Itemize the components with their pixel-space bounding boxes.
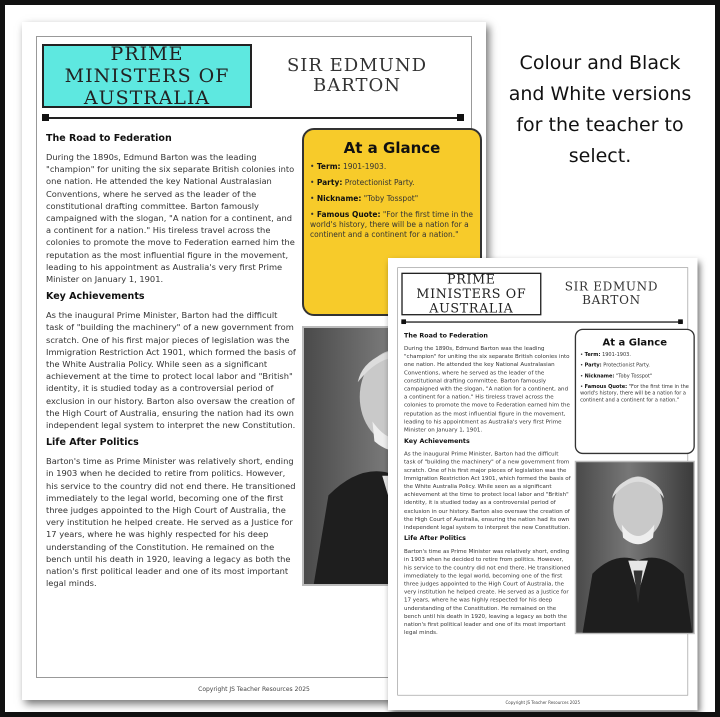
text-column bbox=[404, 329, 571, 640]
glance-value: "For the first time in the world's history, there will be a nation for a continent and a continent for a nation." bbox=[310, 210, 474, 239]
glance-label: Nickname: bbox=[316, 194, 362, 203]
section-body: As the inaugural Prime Minister, Barton had the difficult task of "building the machinery" of a new government from scratch. One of his first major pieces of legislation was the Immigration Restriction Act 1901, which formed the basis of the White Australia Policy. While seen as a significant achievement at the time to protect local labor and "British" identity, it is studied today as a controversial period of exclusion in our history. Barton also oversaw the creation of the High Court of Australia, ensuring the nation had its own independent legal system to interpret the new Constitution. bbox=[46, 310, 296, 431]
glance-label: Term: bbox=[316, 162, 341, 171]
series-title: PRIME MINISTERS OF AUSTRALIA bbox=[401, 273, 541, 316]
portrait-photo bbox=[575, 461, 695, 634]
pm-name: SIR EDMUND BARTON bbox=[286, 55, 428, 96]
glance-item-nickname: • Nickname: "Toby Tosspot" bbox=[310, 194, 419, 203]
glance-value: Protectionist Party. bbox=[344, 178, 415, 187]
divider-line bbox=[42, 117, 464, 119]
glance-value: Protectionist Party. bbox=[603, 362, 650, 369]
section-heading: Life After Politics bbox=[46, 437, 139, 449]
section-heading: Life After Politics bbox=[404, 534, 466, 543]
section-body: During the 1890s, Edmund Barton was the leading "champion" for uniting the six separate British colonies into one nation. He attended the key National Australasian Conventions, where he served as the leader of the constitutional drafting committee. Barton famously campaigned with the slogan, "A nation for a continent, and a continent for a nation." His tireless travel across the colonies to promote the move to Federation earned him the reputation as the most influential figure in the movement, leading to his appointment as Australia's very first Prime Minister on January 1, 1901. bbox=[46, 152, 295, 285]
glance-label: Party: bbox=[316, 178, 343, 187]
section-body: As the inaugural Prime Minister, Barton had the difficult task of "building the machinery" of a new government from scratch. One of his first major pieces of legislation was the Immigration Restriction Act 1901, which formed the basis of the White Australia Policy. While seen as a significant achievement at the time to protect local labor and "British" identity, it is studied today as a controversial period of exclusion in our history. Barton also oversaw the creation of the High Court of Australia, ensuring the nation had its own independent legal system to interpret the new Constitution. bbox=[404, 450, 571, 531]
pm-name: SIR EDMUND BARTON bbox=[564, 280, 659, 308]
series-title: PRIME MINISTERS OF AUSTRALIA bbox=[42, 44, 252, 108]
glance-label: Term: bbox=[584, 351, 601, 358]
section-body: Barton's time as Prime Minister was relatively short, ending in 1903 when he decided to retire from politics. However, his service to the country did not end there. He transitioned immediately to the legal world, becoming one of the first three judges appointed to the High Court of Australia, the very institution he helped create. He served as a Justice for 17 years, where he was highly respected for his deep understanding of the Constitution. He remained on the bench until his death in 1920, leaving a legacy as both the nation's first political leader and one of its most important legal minds. bbox=[404, 547, 571, 636]
content bbox=[404, 329, 697, 640]
text-column bbox=[46, 128, 296, 595]
copyright: Copyright JS Teacher Resources 2025 bbox=[198, 686, 310, 693]
glance-label: Famous Quote: bbox=[584, 383, 628, 390]
glance-title: At a Glance bbox=[602, 336, 668, 349]
glance-item-nickname: • Nickname: "Toby Tosspot" bbox=[580, 372, 653, 379]
section-body: Barton's time as Prime Minister was relatively short, ending in 1903 when he decided to retire from politics. However, his service to the country did not end there. He transitioned immediately to the legal world, becoming one of the first three judges appointed to the High Court of Australia, the very institution he helped create. He served as a Justice for 17 years, where he was highly respected for his deep understanding of the Constitution. He remained on the bench until his death in 1920, leaving a legacy as both the nation's first political leader and one of its most important legal minds. bbox=[46, 456, 296, 589]
promo-text: Colour and Black and White versions for the teacher to select. bbox=[508, 52, 692, 167]
black-white-version-page bbox=[388, 258, 697, 710]
glance-item-party: • Party: Protectionist Party. bbox=[580, 362, 650, 369]
glance-value: "For the first time in the world's history, there will be a nation for a continent and a continent for a nation." bbox=[580, 383, 689, 403]
glance-label: Famous Quote: bbox=[316, 210, 381, 219]
side-column bbox=[575, 329, 695, 640]
glance-item-quote: • Famous Quote: "For the first time in the world's history, there will be a nation for a continent and a continent for a nation." bbox=[580, 383, 689, 403]
glance-title: At a Glance bbox=[343, 139, 441, 157]
glance-label: Party: bbox=[584, 362, 602, 369]
glance-item-term: • Term: 1901-1903. bbox=[580, 351, 631, 358]
section-heading: Key Achievements bbox=[46, 291, 145, 303]
glance-label: Nickname: bbox=[584, 372, 615, 379]
section-heading: The Road to Federation bbox=[46, 133, 172, 144]
section-heading: Key Achievements bbox=[404, 437, 470, 445]
section-body: During the 1890s, Edmund Barton was the leading "champion" for uniting the six separate British colonies into one nation. He attended the key National Australasian Conventions, where he served as the leader of the constitutional drafting committee. Barton famously campaigned with the slogan, "A nation for a continent, and a continent for a nation." His tireless travel across the colonies to promote the move to Federation earned him the reputation as the most influential figure in the movement, leading to his appointment as Australia's very first Prime Minister on January 1, 1901. bbox=[404, 344, 570, 433]
glance-item-term: • Term: 1901-1903. bbox=[310, 162, 387, 171]
at-a-glance-box bbox=[575, 329, 695, 454]
glance-item-quote: • Famous Quote: "For the first time in the world's history, there will be a nation for a continent and a continent for a nation." bbox=[310, 210, 474, 239]
glance-value: 1901-1903. bbox=[342, 162, 387, 171]
divider-line bbox=[401, 321, 682, 322]
glance-item-party: • Party: Protectionist Party. bbox=[310, 178, 415, 187]
section-heading: The Road to Federation bbox=[404, 332, 488, 340]
glance-value: 1901-1903. bbox=[602, 351, 631, 358]
copyright: Copyright JS Teacher Resources 2025 bbox=[505, 700, 581, 706]
glance-value: "Toby Tosspot" bbox=[363, 194, 419, 203]
glance-value: "Toby Tosspot" bbox=[615, 372, 653, 379]
